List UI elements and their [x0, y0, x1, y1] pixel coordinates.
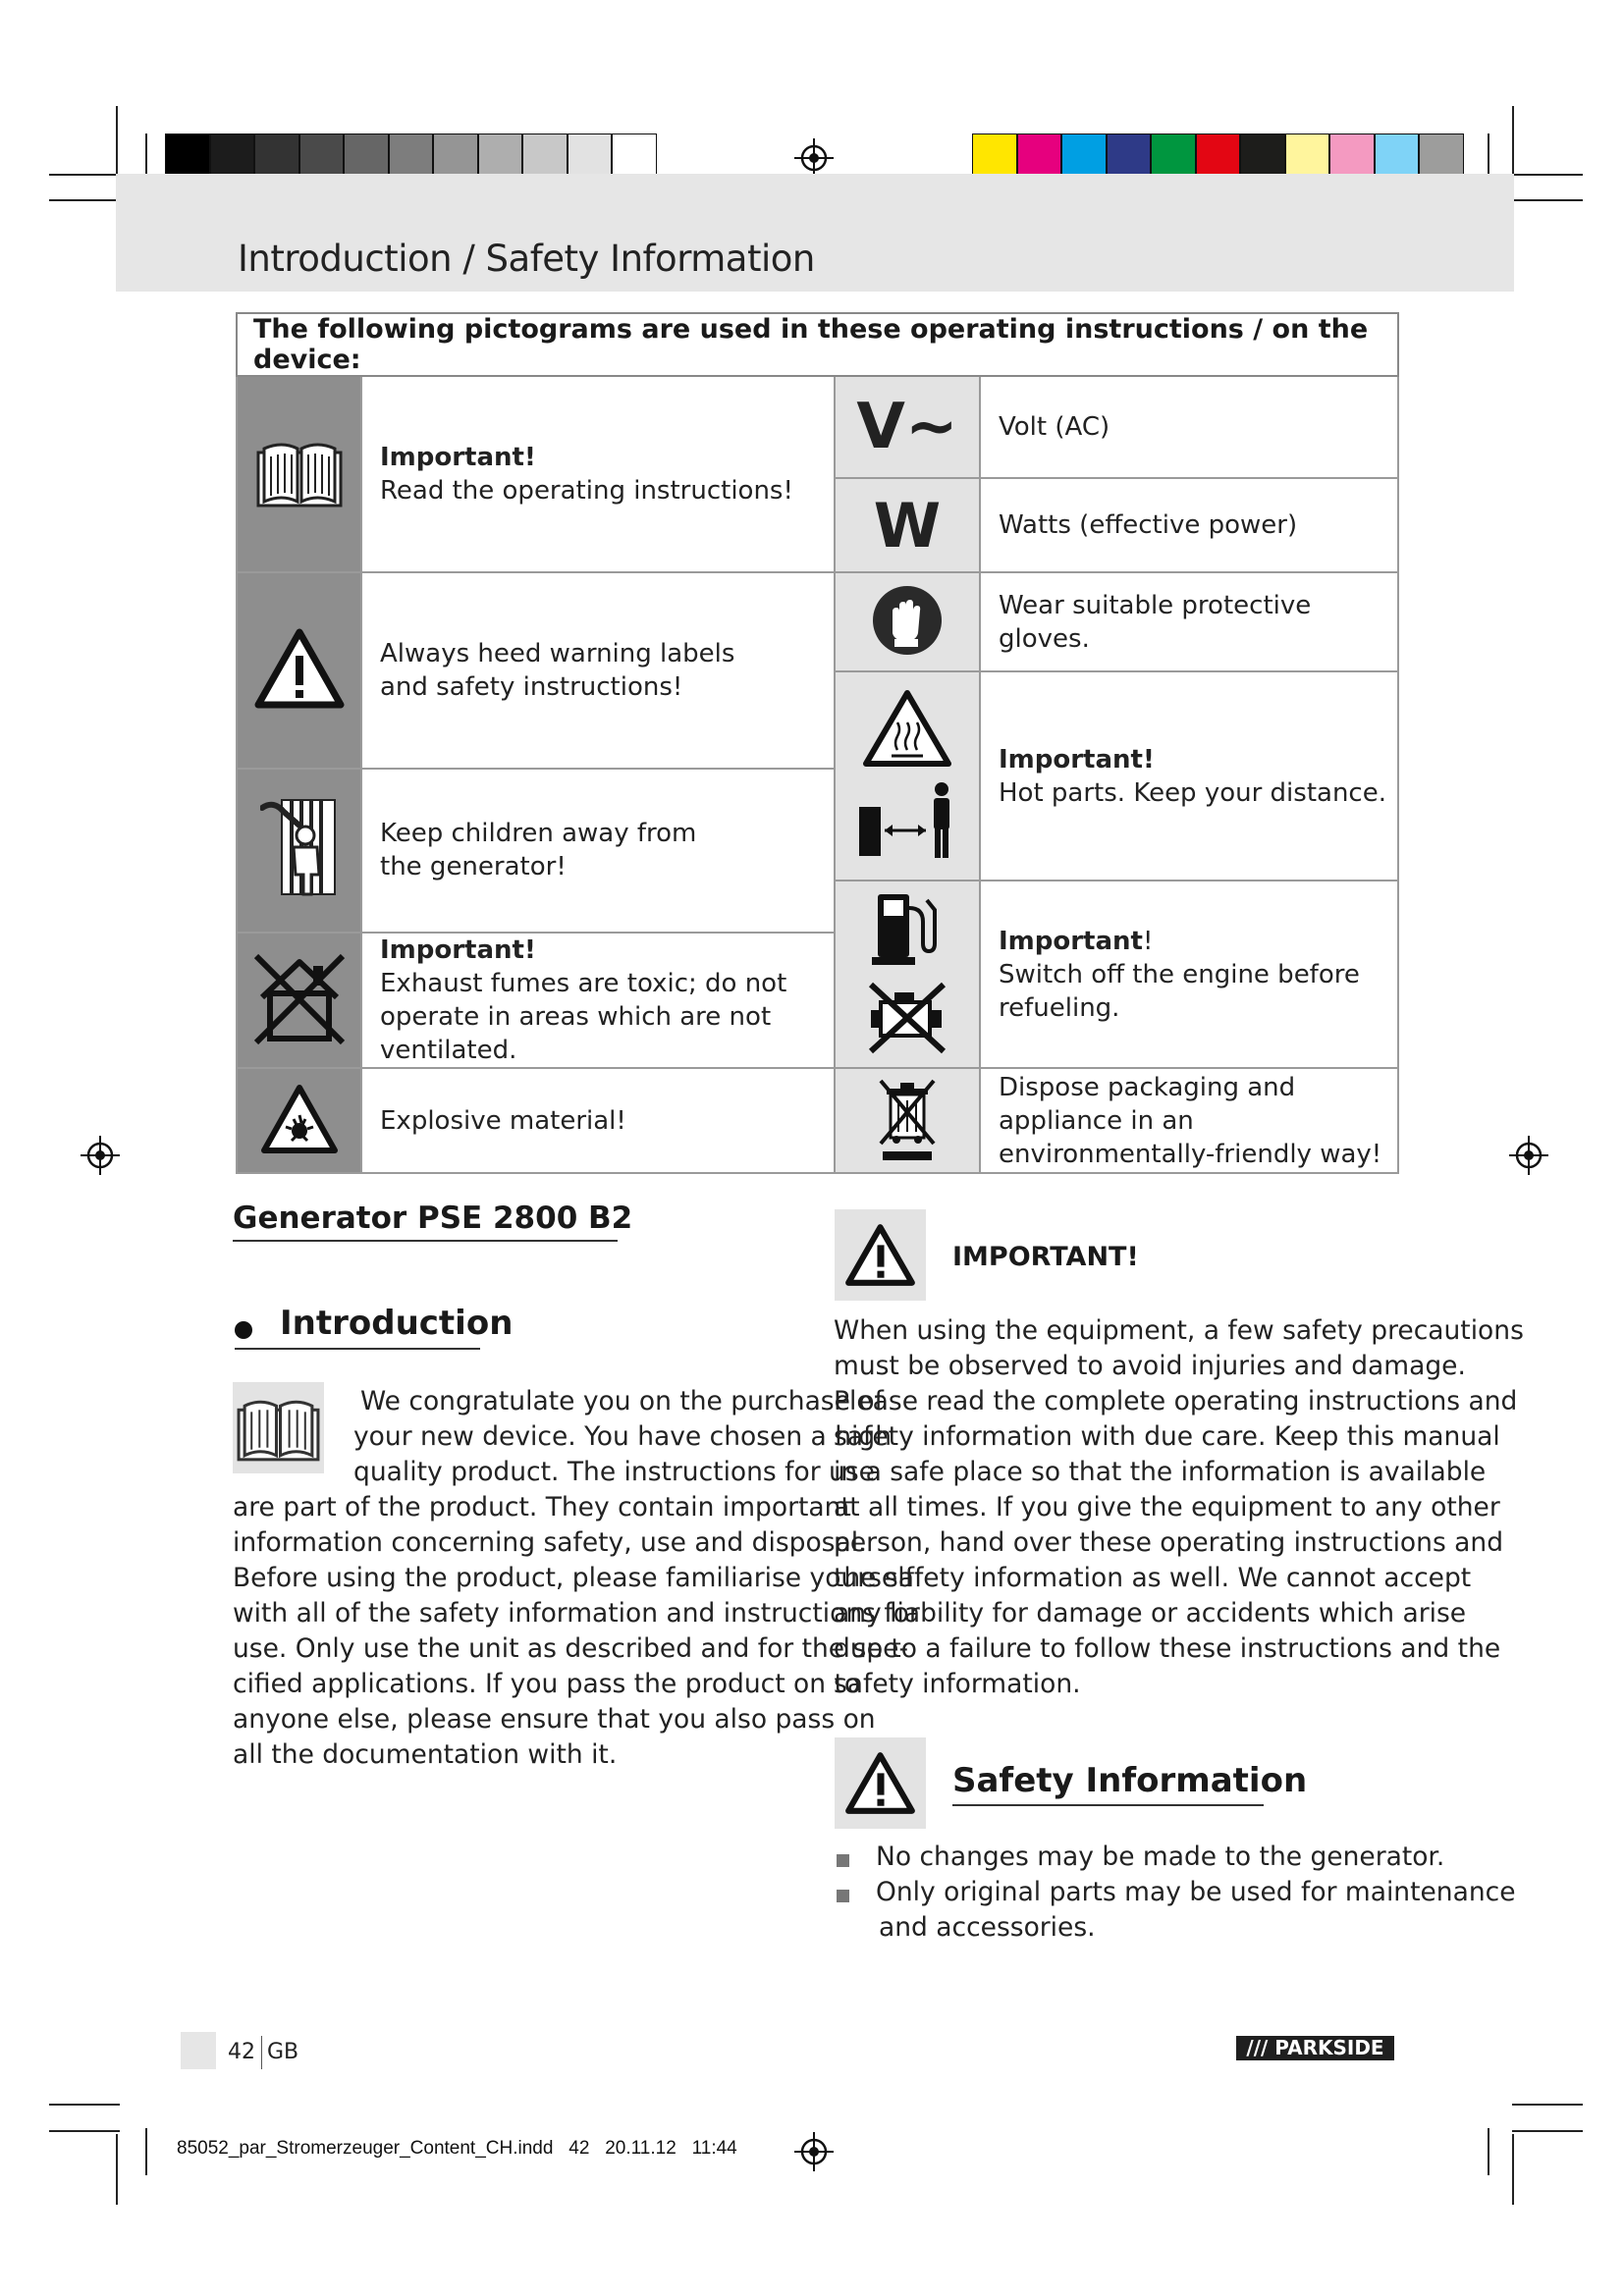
- registration-mark-icon: [794, 2132, 834, 2171]
- warning-triangle-icon: [835, 1209, 926, 1301]
- table-text-cell: Dispose packaging and appliance in an environmentally-friendly way!: [980, 1068, 1398, 1173]
- brand-logo: /// PARKSIDE: [1236, 2036, 1394, 2060]
- table-icon-cell: [835, 572, 980, 671]
- table-text-cell: Watts (effective power): [980, 478, 1398, 573]
- important-icon-box: [835, 1209, 926, 1301]
- explosive-icon: [260, 1084, 339, 1154]
- crop-mark: [1512, 174, 1583, 176]
- paragraph-line: your new device. You have chosen a high: [353, 1421, 892, 1452]
- table-text-cell: [980, 881, 1398, 1068]
- pictogram-description: Switch off the engine before refueling.: [999, 959, 1360, 1023]
- registration-mark-icon: [81, 1136, 120, 1175]
- paragraph-line: the safety information as well. We cannot accept: [834, 1563, 1472, 1593]
- recycle-bin-icon: [873, 1075, 942, 1163]
- crop-mark: [116, 106, 118, 177]
- house-crossed-icon: [252, 950, 347, 1046]
- paragraph-line: due to a failure to follow these instructions and the: [834, 1633, 1501, 1664]
- footer-divider: [261, 2036, 262, 2069]
- no-engine-running-icon: [865, 979, 949, 1057]
- heading-underline: [235, 1348, 480, 1350]
- safety-heading: Safety Information: [952, 1761, 1308, 1800]
- table-icon-cell: [835, 1068, 980, 1173]
- paragraph-line: person, hand over these operating instructions and: [834, 1527, 1504, 1558]
- pictogram-description: Read the operating instructions!: [380, 476, 793, 507]
- crop-mark: [1512, 199, 1583, 201]
- product-title: Generator PSE 2800 B2: [233, 1201, 633, 1236]
- warning-triangle-icon: [835, 1737, 926, 1829]
- paragraph-line: with all of the safety information and instructions for: [233, 1598, 920, 1629]
- table-icon-cell: [237, 1068, 361, 1173]
- table-text-cell: Always heed warning labels and safety instructions!: [361, 572, 835, 768]
- table-icon-cell: [835, 881, 980, 1068]
- table-icon-cell: [835, 478, 980, 573]
- crop-mark: [49, 174, 120, 176]
- paragraph-line: anyone else, please ensure that you also pass on: [233, 1704, 876, 1735]
- important-label: Important: [999, 926, 1143, 956]
- warning-triangle-icon: [254, 628, 345, 709]
- registration-mark-icon: [1509, 1136, 1548, 1175]
- important-suffix: !: [1142, 926, 1154, 956]
- registration-mark-icon: [794, 138, 834, 178]
- bullet-square: [837, 1854, 849, 1867]
- paragraph-line: Please read the complete operating instructions and: [834, 1386, 1518, 1416]
- crop-mark: [145, 2128, 147, 2175]
- crop-mark: [49, 2104, 120, 2106]
- crop-mark: [1512, 2130, 1583, 2132]
- paragraph-line: quality product. The instructions for use: [353, 1457, 875, 1487]
- paragraph-line: We congratulate you on the purchase of: [360, 1386, 884, 1416]
- table-icon-cell: [835, 671, 980, 881]
- crop-mark: [1512, 106, 1514, 177]
- crop-mark: [1512, 2104, 1583, 2106]
- table-text-cell: Keep children away from the generator!: [361, 769, 835, 933]
- child-icon: [260, 796, 339, 900]
- book-icon: [254, 433, 345, 511]
- heading-underline: [952, 1804, 1264, 1806]
- paragraph-line: must be observed to avoid injuries and damage.: [834, 1351, 1466, 1381]
- book-icon: [233, 1382, 324, 1473]
- crop-mark: [49, 199, 120, 201]
- crop-mark: [1512, 2134, 1514, 2205]
- table-icon-cell: [835, 376, 980, 478]
- table-text-cell: Volt (AC): [980, 376, 1398, 478]
- file-info: 85052_par_Stromerzeuger_Content_CH.indd 42 20.11.12 11:44: [177, 2138, 737, 2159]
- keep-distance-icon: [853, 781, 961, 860]
- table-text-cell: [361, 933, 835, 1069]
- table-icon-cell: [237, 376, 361, 572]
- table-icon-cell: [237, 572, 361, 768]
- important-label: Important!: [380, 443, 536, 473]
- bullet-text: No changes may be made to the generator.: [876, 1842, 1445, 1872]
- pictogram-table: [236, 312, 1399, 1174]
- paragraph-line: When using the equipment, a few safety precautions: [834, 1315, 1524, 1346]
- gloves-icon: [871, 584, 944, 657]
- bullet-text: Only original parts may be used for maintenance: [876, 1877, 1516, 1907]
- paragraph-line: any liability for damage or accidents which arise: [834, 1598, 1467, 1629]
- intro-heading: Introduction: [280, 1304, 514, 1343]
- fuel-pump-icon: [868, 888, 947, 967]
- paragraph-line: all the documentation with it.: [233, 1739, 618, 1770]
- bullet-square: [837, 1890, 849, 1902]
- paragraph-line: cified applications. If you pass the product on to: [233, 1669, 861, 1699]
- watts-symbol: W: [873, 489, 942, 561]
- title-underline: [233, 1240, 618, 1242]
- table-text-cell: Wear suitable protective gloves.: [980, 572, 1398, 671]
- paragraph-line: safety information.: [834, 1669, 1081, 1699]
- paragraph-line: are part of the product. They contain important: [233, 1492, 851, 1522]
- paragraph-line: use. Only use the unit as described and for the spe-: [233, 1633, 909, 1664]
- crop-mark: [49, 2130, 120, 2132]
- hot-surface-warning-icon: [862, 689, 952, 768]
- page-title: Introduction / Safety Information: [238, 238, 815, 280]
- important-label: Important!: [999, 744, 1155, 774]
- table-text-cell: [361, 376, 835, 572]
- table-icon-cell: [237, 933, 361, 1069]
- intro-icon-box: [233, 1382, 324, 1473]
- table-icon-cell: [237, 769, 361, 933]
- paragraph-line: information concerning safety, use and disposal.: [233, 1527, 867, 1558]
- page-number-box: [181, 2032, 216, 2069]
- paragraph-line: safety information with due care. Keep this manual: [834, 1421, 1500, 1452]
- crop-mark: [1488, 2128, 1489, 2175]
- bullet-text: and accessories.: [879, 1912, 1096, 1943]
- table-text-cell: Explosive material!: [361, 1068, 835, 1173]
- paragraph-line: at all times. If you give the equipment to any other: [834, 1492, 1500, 1522]
- important-label: Important!: [380, 934, 536, 965]
- paragraph-line: Before using the product, please familiarise yourself: [233, 1563, 914, 1593]
- table-heading: The following pictograms are used in these operating instructions / on the device:: [237, 313, 1398, 376]
- important-heading: IMPORTANT!: [952, 1242, 1139, 1272]
- safety-icon-box: [835, 1737, 926, 1829]
- pictogram-description: Hot parts. Keep your distance.: [999, 777, 1386, 808]
- table-text-cell: [980, 671, 1398, 881]
- paragraph-line: in a safe place so that the information is available: [834, 1457, 1487, 1487]
- crop-mark: [116, 2134, 118, 2205]
- language-code: GB: [267, 2040, 299, 2064]
- page-number: 42: [228, 2040, 255, 2064]
- pictogram-description: Exhaust fumes are toxic; do not operate in areas which are not ventilated.: [380, 968, 787, 1065]
- volt-ac-symbol: V~: [856, 391, 958, 464]
- section-bullet: [235, 1321, 252, 1339]
